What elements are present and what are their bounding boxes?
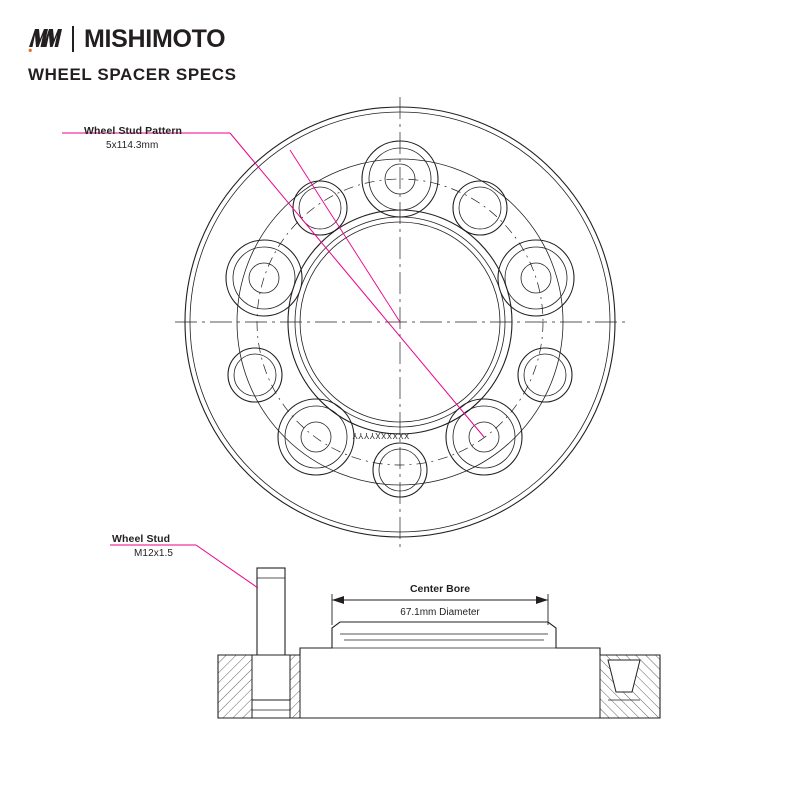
stud-hole (498, 240, 574, 316)
section-hatch-right (600, 655, 660, 718)
callout-wheel-stud-pattern (84, 125, 182, 151)
stud-pocket (252, 655, 290, 700)
center-bore-value (340, 607, 540, 618)
callout-title: Wheel Stud (112, 533, 171, 545)
secondary-hole (228, 348, 282, 402)
callout-value: 5x114.3mm (106, 140, 159, 151)
callout-wheel-stud (112, 533, 173, 559)
stud-hole (278, 399, 354, 475)
secondary-hole (518, 348, 572, 402)
brand-name: MISHIMOTO (84, 24, 226, 53)
secondary-hole (453, 181, 507, 235)
page-title: WHEEL SPACER SPECS (28, 65, 237, 84)
callout-center-bore (340, 583, 540, 595)
callout-title: Wheel Stud Pattern (84, 125, 183, 137)
callout-value: 67.1mm Diameter (400, 607, 480, 618)
stud-pattern-leader (62, 133, 484, 437)
part-engraving-text: XXXXXXYYYY (352, 431, 410, 440)
callout-title: Center Bore (409, 583, 471, 595)
callout-value: M12x1.5 (134, 548, 174, 559)
